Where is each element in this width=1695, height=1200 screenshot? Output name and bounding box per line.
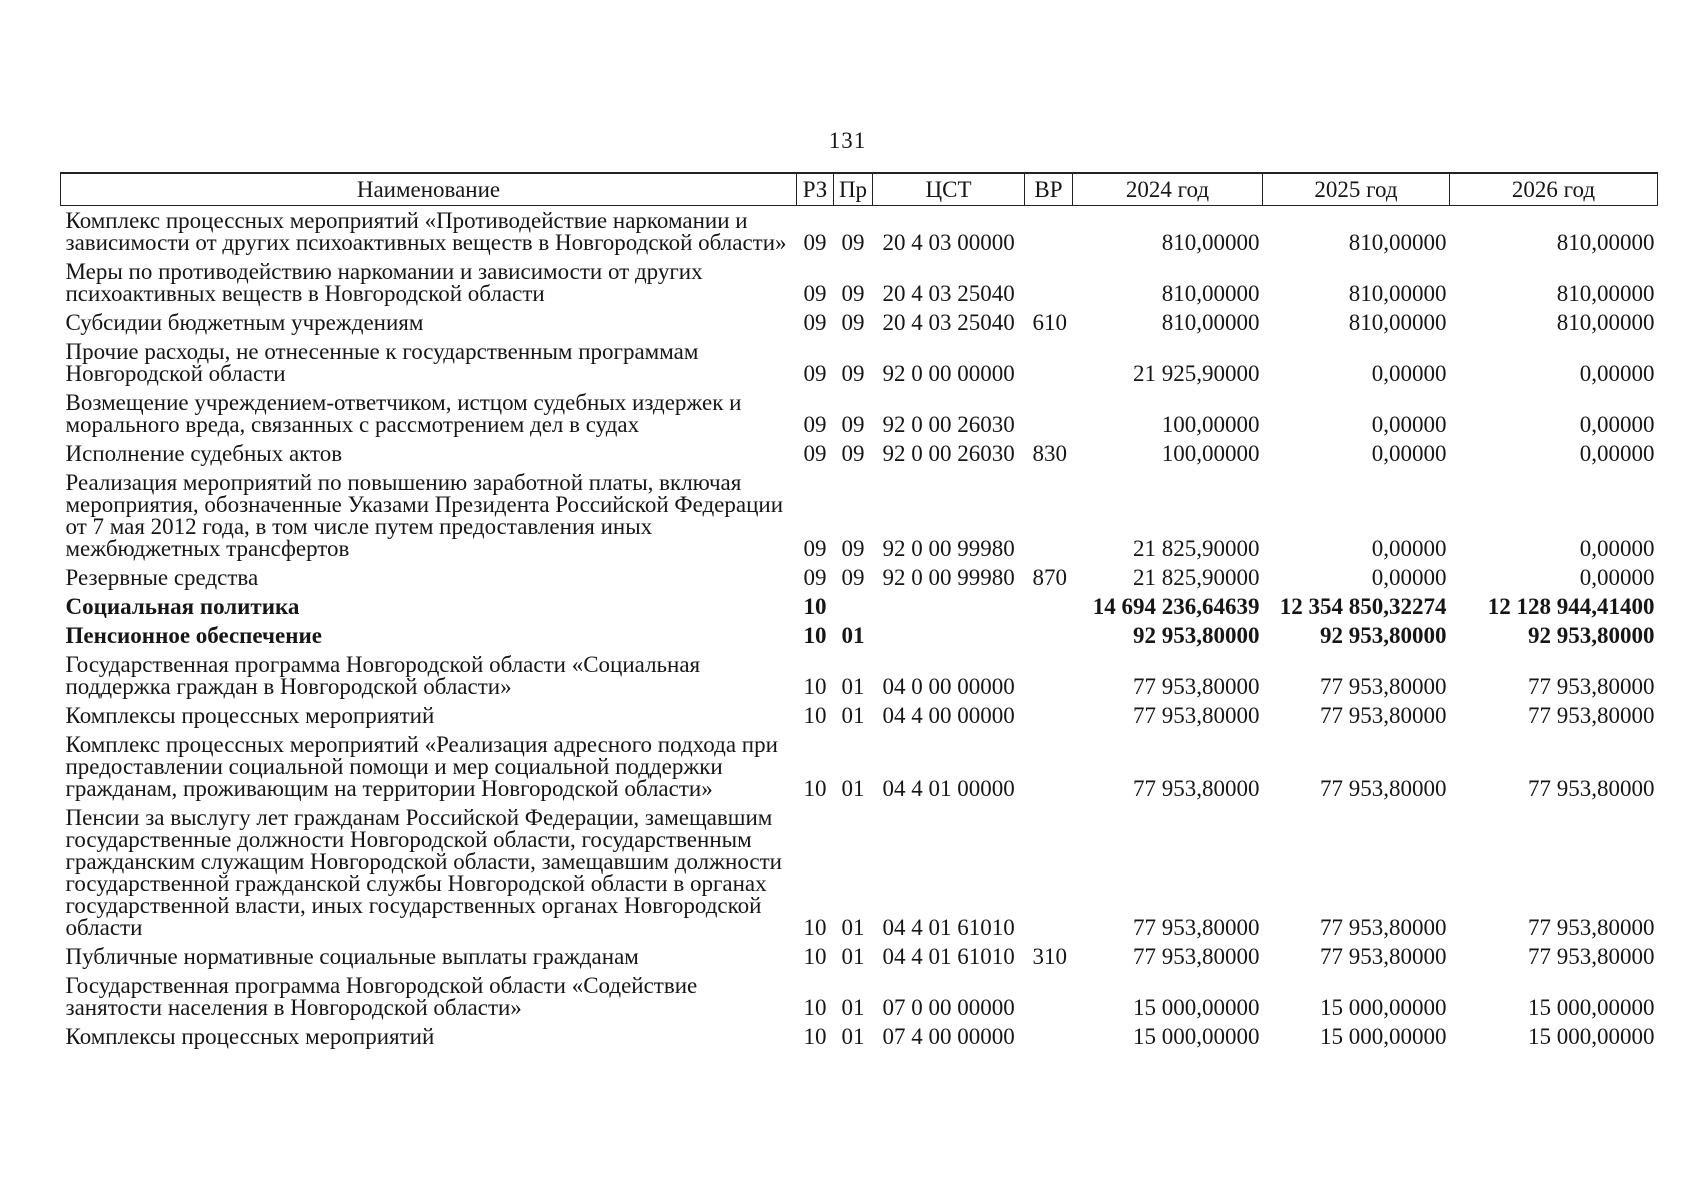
cell-name: Публичные нормативные социальные выплаты гражданам: [65, 944, 639, 969]
cell-2024: 810,00000: [1161, 281, 1260, 306]
cell-2026: 77 953,80000: [1528, 674, 1655, 699]
cell-pr: 09: [841, 412, 865, 437]
cell-name: Комплексы процессных мероприятий: [65, 703, 435, 728]
cell-cst: 04 4 01 61010: [882, 915, 1015, 940]
cell-cst: 07 0 00 00000: [882, 995, 1015, 1020]
table-body: [61, 206, 1658, 1052]
table-row: [61, 730, 1658, 803]
cell-pr: 09: [841, 281, 865, 306]
header-cst: ЦСТ: [873, 173, 1025, 206]
cell-cst: 04 0 00 00000: [882, 674, 1015, 699]
header-name: Наименование: [61, 173, 797, 206]
cell-2025: 0,00000: [1371, 361, 1447, 386]
cell-2024: 15 000,00000: [1133, 995, 1260, 1020]
cell-2025: 0,00000: [1371, 565, 1447, 590]
cell-2025: 0,00000: [1371, 441, 1447, 466]
cell-vr: [1025, 1022, 1073, 1051]
cell-2025: 810,00000: [1348, 230, 1447, 255]
cell-2025: 77 953,80000: [1320, 674, 1447, 699]
cell-pr: 09: [841, 565, 865, 590]
table-row: [61, 650, 1658, 701]
cell-cst: 92 0 00 99980: [882, 565, 1015, 590]
table-row: [61, 1022, 1658, 1051]
cell-cst: 92 0 00 00000: [882, 361, 1015, 386]
cell-pr: [834, 592, 873, 621]
table-row: [61, 206, 1658, 258]
cell-pr: 09: [841, 230, 865, 255]
cell-2026: 0,00000: [1579, 412, 1655, 437]
cell-pr: 01: [841, 944, 865, 969]
cell-2024: 100,00000: [1161, 412, 1260, 437]
cell-vr: 610: [1032, 310, 1067, 335]
cell-name: Реализация мероприятий по повышению заработной платы, включая мероприятия, обозначенные Указами Президента Российской Федерации от 7 мая 2012 года, в том числе путем предоставления иных межбюджетных трансфертов: [65, 470, 784, 561]
cell-2026: 810,00000: [1556, 281, 1655, 306]
cell-vr: [1025, 592, 1073, 621]
cell-rz: 09: [803, 230, 827, 255]
cell-pr: 09: [841, 536, 865, 561]
table-row: [61, 388, 1658, 439]
cell-2025: 92 953,80000: [1320, 623, 1447, 648]
table-row: [61, 701, 1658, 730]
cell-rz: 09: [803, 310, 827, 335]
cell-pr: 01: [841, 1024, 865, 1049]
cell-cst: [873, 621, 1025, 650]
cell-name: Возмещение учреждением-ответчиком, истцом судебных издержек и морального вреда, связанных с рассмотрением дел в судах: [65, 390, 742, 437]
header-2026: 2026 год: [1450, 173, 1658, 206]
cell-vr: [1025, 701, 1073, 730]
cell-cst: 04 4 01 61010: [882, 944, 1015, 969]
cell-vr: [1025, 206, 1073, 258]
cell-2026: 77 953,80000: [1528, 915, 1655, 940]
cell-pr: 09: [841, 310, 865, 335]
cell-name: Социальная политика: [65, 594, 300, 619]
cell-2026: 810,00000: [1556, 230, 1655, 255]
cell-cst: 92 0 00 99980: [882, 536, 1015, 561]
cell-rz: 10: [803, 594, 827, 619]
cell-rz: 10: [803, 995, 827, 1020]
cell-rz: 09: [803, 412, 827, 437]
cell-2026: 77 953,80000: [1528, 944, 1655, 969]
cell-2026: 12 128 944,41400: [1487, 594, 1655, 619]
table-row: [61, 592, 1658, 621]
cell-2024: 14 694 236,64639: [1092, 594, 1260, 619]
cell-vr: [1025, 388, 1073, 439]
cell-2026: 0,00000: [1579, 565, 1655, 590]
cell-2025: 810,00000: [1348, 310, 1447, 335]
header-vr: ВР: [1025, 173, 1073, 206]
cell-2026: 15 000,00000: [1528, 995, 1655, 1020]
cell-2024: 810,00000: [1161, 230, 1260, 255]
cell-2026: 77 953,80000: [1528, 776, 1655, 801]
cell-2025: 77 953,80000: [1320, 776, 1447, 801]
cell-cst: [873, 592, 1025, 621]
cell-name: Меры по противодействию наркомании и зависимости от других психоактивных веществ в Новгородской области: [65, 259, 703, 306]
cell-rz: 09: [803, 361, 827, 386]
cell-rz: 10: [803, 623, 827, 648]
cell-pr: 01: [841, 995, 865, 1020]
cell-vr: 310: [1032, 944, 1067, 969]
cell-pr: 01: [841, 674, 865, 699]
cell-2025: 810,00000: [1348, 281, 1447, 306]
cell-2024: 77 953,80000: [1133, 915, 1260, 940]
cell-pr: 01: [841, 776, 865, 801]
cell-2024: 100,00000: [1161, 441, 1260, 466]
cell-vr: [1025, 803, 1073, 942]
cell-2025: 0,00000: [1371, 536, 1447, 561]
cell-pr: 09: [841, 441, 865, 466]
cell-name: Комплексы процессных мероприятий: [65, 1024, 435, 1049]
cell-2025: 77 953,80000: [1320, 703, 1447, 728]
cell-rz: 09: [803, 536, 827, 561]
cell-rz: 10: [803, 674, 827, 699]
cell-cst: 92 0 00 26030: [882, 412, 1015, 437]
cell-2024: 21 825,90000: [1133, 536, 1260, 561]
cell-2026: 0,00000: [1579, 441, 1655, 466]
cell-rz: 10: [803, 915, 827, 940]
cell-name: Исполнение судебных актов: [65, 441, 343, 466]
cell-pr: 01: [841, 623, 865, 648]
cell-2025: 15 000,00000: [1320, 1024, 1447, 1049]
cell-2024: 21 825,90000: [1133, 565, 1260, 590]
cell-cst: 07 4 00 00000: [882, 1024, 1015, 1049]
cell-2024: 92 953,80000: [1133, 623, 1260, 648]
table-row: [61, 308, 1658, 337]
cell-2025: 77 953,80000: [1320, 915, 1447, 940]
cell-2024: 77 953,80000: [1133, 703, 1260, 728]
table-row: [61, 563, 1658, 592]
header-2025: 2025 год: [1263, 173, 1450, 206]
header-rz: РЗ: [797, 173, 834, 206]
cell-2024: 21 925,90000: [1133, 361, 1260, 386]
cell-rz: 09: [803, 441, 827, 466]
cell-2026: 810,00000: [1556, 310, 1655, 335]
cell-rz: 09: [803, 565, 827, 590]
cell-pr: 01: [841, 703, 865, 728]
cell-2026: 15 000,00000: [1528, 1024, 1655, 1049]
cell-cst: 20 4 03 25040: [882, 281, 1015, 306]
budget-table: [60, 172, 1658, 1051]
cell-rz: 10: [803, 703, 827, 728]
cell-vr: [1025, 971, 1073, 1022]
cell-vr: [1025, 337, 1073, 388]
cell-cst: 04 4 00 00000: [882, 703, 1015, 728]
cell-rz: 10: [803, 944, 827, 969]
cell-2025: 0,00000: [1371, 412, 1447, 437]
page-number: 131: [828, 128, 867, 153]
cell-name: Резервные средства: [65, 565, 259, 590]
cell-cst: 92 0 00 26030: [882, 441, 1015, 466]
cell-name: Государственная программа Новгородской области «Социальная поддержка граждан в Новгородской области»: [65, 652, 701, 699]
cell-cst: 20 4 03 00000: [882, 230, 1015, 255]
cell-cst: 04 4 01 00000: [882, 776, 1015, 801]
cell-name: Государственная программа Новгородской области «Содействие занятости населения в Новгородской области»: [65, 973, 698, 1020]
cell-2024: 15 000,00000: [1133, 1024, 1260, 1049]
cell-rz: 10: [803, 776, 827, 801]
cell-rz: 09: [803, 281, 827, 306]
header-2024: 2024 год: [1073, 173, 1263, 206]
cell-2026: 0,00000: [1579, 536, 1655, 561]
cell-cst: 20 4 03 25040: [882, 310, 1015, 335]
cell-2025: 77 953,80000: [1320, 944, 1447, 969]
cell-2026: 0,00000: [1579, 361, 1655, 386]
table-row: [61, 803, 1658, 942]
cell-2024: 810,00000: [1161, 310, 1260, 335]
table-row: [61, 257, 1658, 308]
table-row: [61, 942, 1658, 971]
cell-2024: 77 953,80000: [1133, 776, 1260, 801]
cell-2025: 12 354 850,32274: [1279, 594, 1447, 619]
cell-vr: 830: [1032, 441, 1067, 466]
table-row: [61, 468, 1658, 563]
cell-rz: 10: [803, 1024, 827, 1049]
cell-2024: 77 953,80000: [1133, 944, 1260, 969]
cell-vr: [1025, 730, 1073, 803]
header-row: [61, 173, 1658, 206]
cell-2024: 77 953,80000: [1133, 674, 1260, 699]
table-row: [61, 971, 1658, 1022]
cell-vr: 870: [1032, 565, 1067, 590]
table-row: [61, 621, 1658, 650]
cell-name: Комплекс процессных мероприятий «Противодействие наркомании и зависимости от других психоактивных веществ в Новгородской области»: [65, 208, 787, 255]
cell-2026: 92 953,80000: [1528, 623, 1655, 648]
cell-name: Пенсионное обеспечение: [65, 623, 322, 648]
cell-name: Пенсии за выслугу лет гражданам Российской Федерации, замещавшим государственные должности Новгородской области, государственным гражданским служащим Новгородской области, замещавшим должности государственной гражданской службы Новгородской области в органах государственной власти, иных государственных органах Новгородской области: [65, 805, 782, 940]
cell-vr: [1025, 468, 1073, 563]
cell-2026: 77 953,80000: [1528, 703, 1655, 728]
cell-2025: 15 000,00000: [1320, 995, 1447, 1020]
table-row: [61, 439, 1658, 468]
cell-vr: [1025, 650, 1073, 701]
header-pr: Пр: [834, 173, 873, 206]
cell-name: Комплекс процессных мероприятий «Реализация адресного подхода при предоставлении социальной помощи и мер социальной поддержки гражданам, проживающим на территории Новгородской области»: [65, 732, 778, 801]
cell-pr: 09: [841, 361, 865, 386]
cell-name: Прочие расходы, не отнесенные к государственным программам Новгородской области: [65, 339, 699, 386]
table-row: [61, 337, 1658, 388]
cell-vr: [1025, 257, 1073, 308]
cell-name: Субсидии бюджетным учреждениям: [65, 310, 424, 335]
cell-pr: 01: [841, 915, 865, 940]
cell-vr: [1025, 621, 1073, 650]
